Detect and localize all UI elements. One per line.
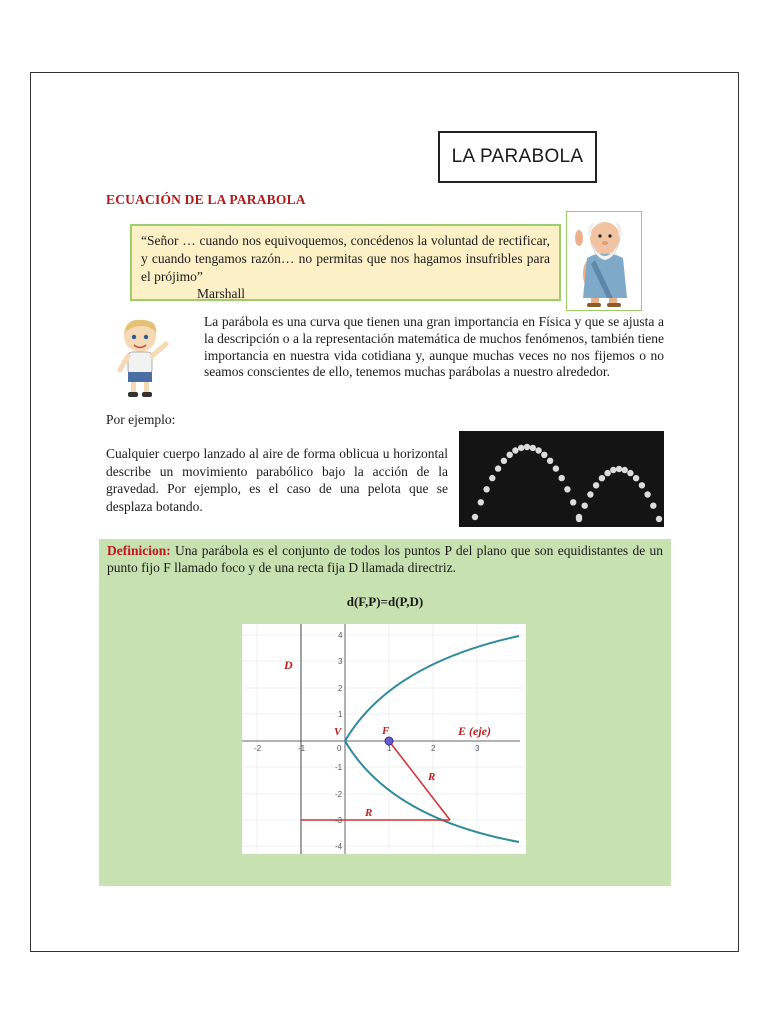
distance-segment-focus bbox=[389, 741, 450, 820]
quote-text: “Señor … cuando nos equivoquemos, concédenos la voluntad de rectificar, y cuando tengamos razón… no permitas que nos hagamos insufribles para el prójimo” bbox=[141, 233, 550, 284]
example-label: Por ejemplo: bbox=[106, 412, 176, 427]
focus-distance-label: R bbox=[428, 771, 436, 783]
y-tick-label: -1 bbox=[335, 763, 343, 772]
definition-box bbox=[99, 539, 671, 886]
ball-image bbox=[639, 482, 645, 488]
definition-body: Una parábola es el conjunto de todos los puntos P del plano que son equidistantes de un punto fijo F llamado foco y de una recta fija D llamada directriz. bbox=[107, 543, 663, 575]
ball-image bbox=[507, 452, 513, 458]
ball-image bbox=[604, 470, 610, 476]
y-tick-label: 1 bbox=[338, 710, 343, 719]
ball-image bbox=[524, 444, 530, 450]
ball-image bbox=[599, 475, 605, 481]
x-tick-label: 2 bbox=[431, 744, 436, 753]
ball-image bbox=[472, 514, 478, 520]
example-paragraph: Cualquier cuerpo lanzado al aire de forma oblicua u horizontal describe un movimiento parabólico bajo la acción de la gravedad. Por ejemplo, es el caso de una pelota que se desplaza botando. bbox=[106, 446, 448, 514]
x-tick-label: 1 bbox=[387, 744, 392, 753]
ball-image bbox=[622, 467, 628, 473]
child-illustration bbox=[108, 316, 182, 400]
directrix-distance-label: R bbox=[365, 807, 373, 819]
y-tick-label: 4 bbox=[338, 631, 343, 640]
ball-image bbox=[644, 491, 650, 497]
ball-image bbox=[564, 486, 570, 492]
ball-image bbox=[587, 491, 593, 497]
ball-image bbox=[650, 503, 656, 509]
ball-image bbox=[501, 458, 507, 464]
ball-image bbox=[541, 452, 547, 458]
intro-paragraph: La parábola es una curva que tienen una gran importancia en Física y que se ajusta a la descripción o a la representación matemática de muchos fenómenos, también tiene importancia en nuestra vida cotidiana y, aunque muchas veces no nos fijemos o no seamos conscientes de ello, tenemos muchas parábolas a nuestro alrededor. bbox=[204, 314, 664, 380]
ball-image bbox=[530, 445, 536, 451]
ball-image bbox=[656, 516, 662, 522]
y-tick-label: -4 bbox=[335, 842, 343, 851]
bouncing-ball-photo bbox=[459, 431, 664, 527]
x-tick-label: -2 bbox=[254, 744, 262, 753]
ball-image bbox=[610, 467, 616, 473]
ball-image bbox=[593, 482, 599, 488]
quote-box bbox=[130, 224, 561, 301]
page-title: LA PARABOLA bbox=[438, 131, 597, 183]
section-heading: ECUACIÓN DE LA PARABOLA bbox=[106, 192, 306, 207]
ball-image bbox=[478, 499, 484, 505]
ball-image bbox=[553, 465, 559, 471]
ball-image bbox=[633, 475, 639, 481]
ball-image bbox=[518, 445, 524, 451]
y-tick-label: -3 bbox=[335, 816, 343, 825]
definition-text bbox=[107, 542, 663, 576]
directrix-label: D bbox=[284, 658, 293, 672]
ball-image bbox=[495, 465, 501, 471]
ball-image bbox=[576, 516, 582, 522]
definition-label: Definicion: bbox=[107, 543, 171, 558]
ball-image bbox=[512, 447, 518, 453]
axis-label: E (eje) bbox=[458, 724, 491, 738]
ball-image bbox=[489, 475, 495, 481]
ball-image bbox=[483, 486, 489, 492]
ball-image bbox=[570, 499, 576, 505]
x-tick-label: -1 bbox=[298, 744, 306, 753]
ball-image bbox=[559, 475, 565, 481]
ball-image bbox=[616, 466, 622, 472]
x-tick-label: 3 bbox=[475, 744, 480, 753]
focus-label: F bbox=[382, 725, 390, 737]
ball-image bbox=[627, 470, 633, 476]
ball-image bbox=[535, 447, 541, 453]
y-tick-label: 2 bbox=[338, 684, 343, 693]
ball-image bbox=[582, 503, 588, 509]
y-tick-label: -2 bbox=[335, 790, 343, 799]
quote-author: Marshall bbox=[197, 286, 245, 301]
parabola-graph bbox=[242, 624, 526, 854]
ball-image bbox=[547, 458, 553, 464]
y-tick-label: 3 bbox=[338, 657, 343, 666]
vertex-label: V bbox=[334, 726, 342, 738]
philosopher-illustration bbox=[566, 211, 642, 311]
definition-formula: d(F,P)=d(P,D) bbox=[346, 594, 424, 609]
x-tick-label: 0 bbox=[337, 744, 342, 753]
